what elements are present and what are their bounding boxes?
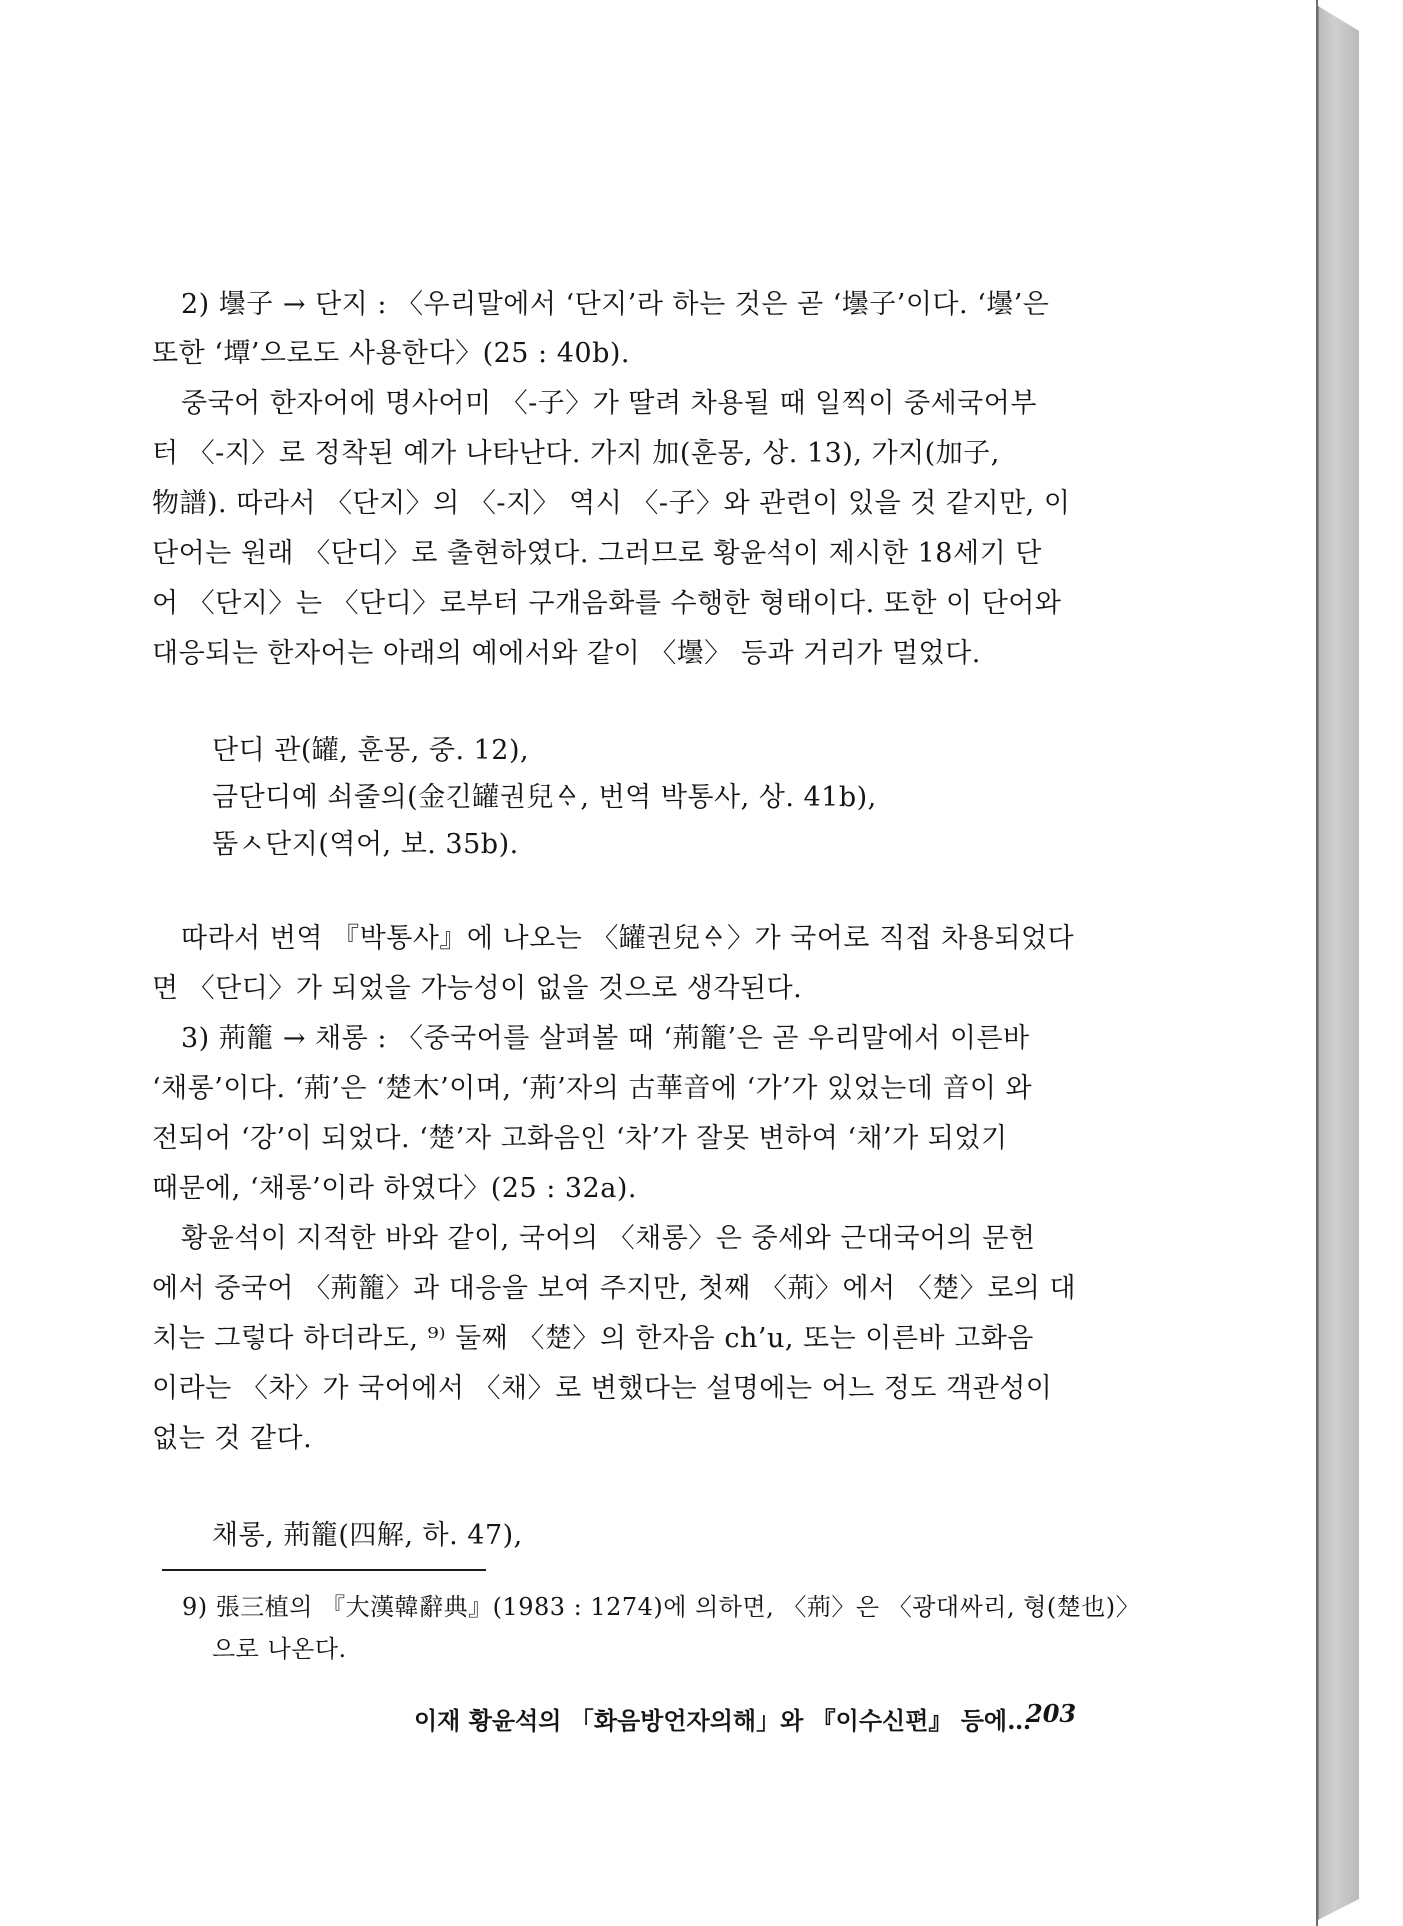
example-line: 뚬ㅅ단지(역어, 보. 35b). — [212, 829, 519, 860]
running-head: 이재 황윤석의 「화음방언자의해」와 『이수신편』 등에… — [414, 1706, 1032, 1735]
text-line: 터 〈-지〉로 정착된 예가 나타난다. 가지 加(훈몽, 상. 13), 가지(加子, — [152, 438, 1000, 469]
text-line: 2) 壜子 → 단지 : 〈우리말에서 ‘단지’라 하는 것은 곧 ‘壜子’이다. ‘壜’은 — [181, 289, 1050, 320]
page-number: 203 — [1026, 1699, 1077, 1728]
text-line: 또한 ‘墰’으로도 사용한다〉(25 : 40b). — [152, 338, 630, 369]
footnote-line: 9) 張三植의 『大漢韓辭典』(1983 : 1274)에 의하면, 〈荊〉은 〈광대싸리, 형(楚也)〉 — [182, 1593, 1141, 1621]
text-line: 단어는 원래 〈단디〉로 출현하였다. 그러므로 황윤석이 제시한 18세기 단 — [152, 538, 1042, 569]
text-line: 없는 것 같다. — [152, 1423, 313, 1454]
text-line: 때문에, ‘채롱’이라 하였다〉(25 : 32a). — [152, 1173, 637, 1204]
text-line: 전되어 ‘강’이 되었다. ‘楚’자 고화음인 ‘차’가 잘못 변하여 ‘채’가 되었기 — [152, 1123, 1008, 1154]
text-line: 이라는 〈차〉가 국어에서 〈채〉로 변했다는 설명에는 어느 정도 객관성이 — [152, 1373, 1053, 1404]
text-line: ‘채롱’이다. ‘荊’은 ‘楚木’이며, ‘荊’자의 古華音에 ‘가’가 있었는데 音이 와 — [152, 1073, 1033, 1104]
page-stack-edge — [1318, 6, 1359, 1920]
footnote-rule — [162, 1569, 486, 1571]
text-line: 면 〈단디〉가 되었을 가능성이 없을 것으로 생각된다. — [152, 973, 803, 1004]
text-line: 에서 중국어 〈荊籠〉과 대응을 보여 주지만, 첫째 〈荊〉에서 〈楚〉로의 대 — [152, 1273, 1077, 1304]
text-line: 황윤석이 지적한 바와 같이, 국어의 〈채롱〉은 중세와 근대국어의 문헌 — [181, 1223, 1036, 1254]
text-line: 중국어 한자어에 명사어미 〈-子〉가 딸려 차용될 때 일찍이 중세국어부 — [181, 388, 1037, 419]
text-line: 어 〈단지〉는 〈단디〉로부터 구개음화를 수행한 형태이다. 또한 이 단어와 — [152, 588, 1062, 619]
example-line: 단디 관(罐, 훈몽, 중. 12), — [212, 735, 530, 766]
text-line: 따라서 번역 『박통사』에 나오는 〈罐권兒ᅀᆞ〉가 국어로 직접 차용되었다 — [181, 923, 1075, 954]
example-line: 채롱, 荊籠(四解, 하. 47), — [212, 1520, 523, 1551]
text-line: 대응되는 한자어는 아래의 예에서와 같이 〈壜〉 등과 거리가 멀었다. — [152, 638, 981, 669]
footnote-line: 으로 나온다. — [212, 1635, 347, 1663]
text-line: 3) 荊籠 → 채롱 : 〈중국어를 살펴볼 때 ‘荊籠’은 곧 우리말에서 이른바 — [181, 1023, 1030, 1054]
text-line: 物譜). 따라서 〈단지〉의 〈-지〉 역시 〈-子〉와 관련이 있을 것 같지만, 이 — [152, 488, 1071, 519]
text-line: 치는 그렇다 하더라도, ⁹⁾ 둘째 〈楚〉의 한자음 ch’u, 또는 이른바 고화음 — [152, 1323, 1034, 1354]
example-line: 금단디예 쇠줄의(金긴罐권兒ᅀᆞ, 번역 박통사, 상. 41b), — [212, 782, 877, 813]
